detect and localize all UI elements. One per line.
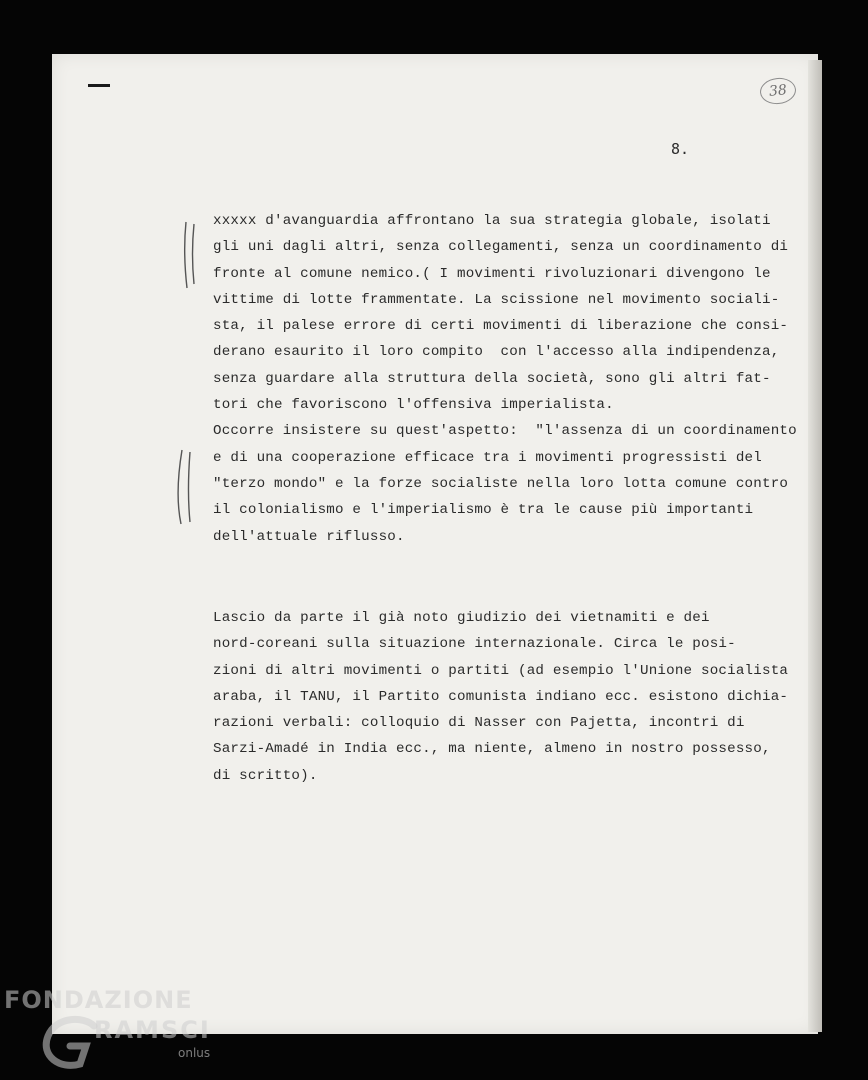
foundation-watermark	[4, 986, 219, 1076]
text-line: fronte al comune nemico.( I movimenti rivoluzionari divengono le	[213, 265, 771, 282]
page-number: 8.	[671, 140, 690, 158]
left-margin-dash	[88, 84, 110, 87]
text-line: Occorre insistere su quest'aspetto: "l'assenza di un coordinamento	[213, 423, 797, 440]
text-line: Lascio da parte il già noto giudizio dei vietnamiti e dei	[213, 610, 710, 626]
watermark-line-1: FONDAZIONE	[4, 986, 193, 1014]
text-line: razioni verbali: colloquio di Nasser con Pajetta, incontri di	[213, 715, 745, 732]
text-line: tori che favoriscono l'offensiva imperialista.	[213, 397, 614, 414]
text-line: Sarzi-Amadé in India ecc., ma niente, almeno in nostro possesso,	[213, 741, 771, 758]
text-line: nord-coreani sulla situazione internazionale. Circa le posi-	[213, 636, 736, 653]
text-line: derano esaurito il loro compito con l'accesso alla indipendenza,	[213, 344, 780, 361]
watermark-line-2: RAMSCI	[94, 1016, 211, 1044]
margin-mark-2	[172, 444, 200, 528]
text-line: araba, il TANU, il Partito comunista indiano ecc. esistono dichia-	[213, 688, 789, 705]
text-line: xxxxx d'avanguardia affrontano la sua strategia globale, isolati	[213, 213, 771, 229]
text-line: zioni di altri movimenti o partiti (ad esempio l'Unione socialista	[213, 662, 789, 679]
page-edge	[808, 60, 822, 1032]
text-line: di scritto).	[213, 767, 318, 784]
paragraph-2	[213, 605, 788, 789]
margin-mark-1	[178, 218, 202, 292]
text-line: "terzo mondo" e la forze socialiste nella loro lotta comune contro	[213, 475, 789, 492]
watermark-suffix: onlus	[178, 1046, 211, 1060]
text-line: gli uni dagli altri, senza collegamenti, senza un coordinamento di	[213, 239, 789, 256]
text-line: e di una cooperazione efficace tra i movimenti progressisti del	[213, 449, 762, 466]
text-line: sta, il palese errore di certi movimenti di liberazione che consi-	[213, 318, 789, 335]
text-line: vittime di lotte frammentate. La scissione nel movimento sociali-	[213, 291, 780, 308]
text-line: senza guardare alla struttura della società, sono gli altri fat-	[213, 370, 771, 387]
text-line: dell'attuale riflusso.	[213, 528, 405, 545]
text-line: il colonialismo e l'imperialismo è tra le cause più importanti	[213, 502, 754, 519]
archive-number-stamp: 38	[759, 76, 798, 106]
paragraph-1	[213, 208, 797, 550]
